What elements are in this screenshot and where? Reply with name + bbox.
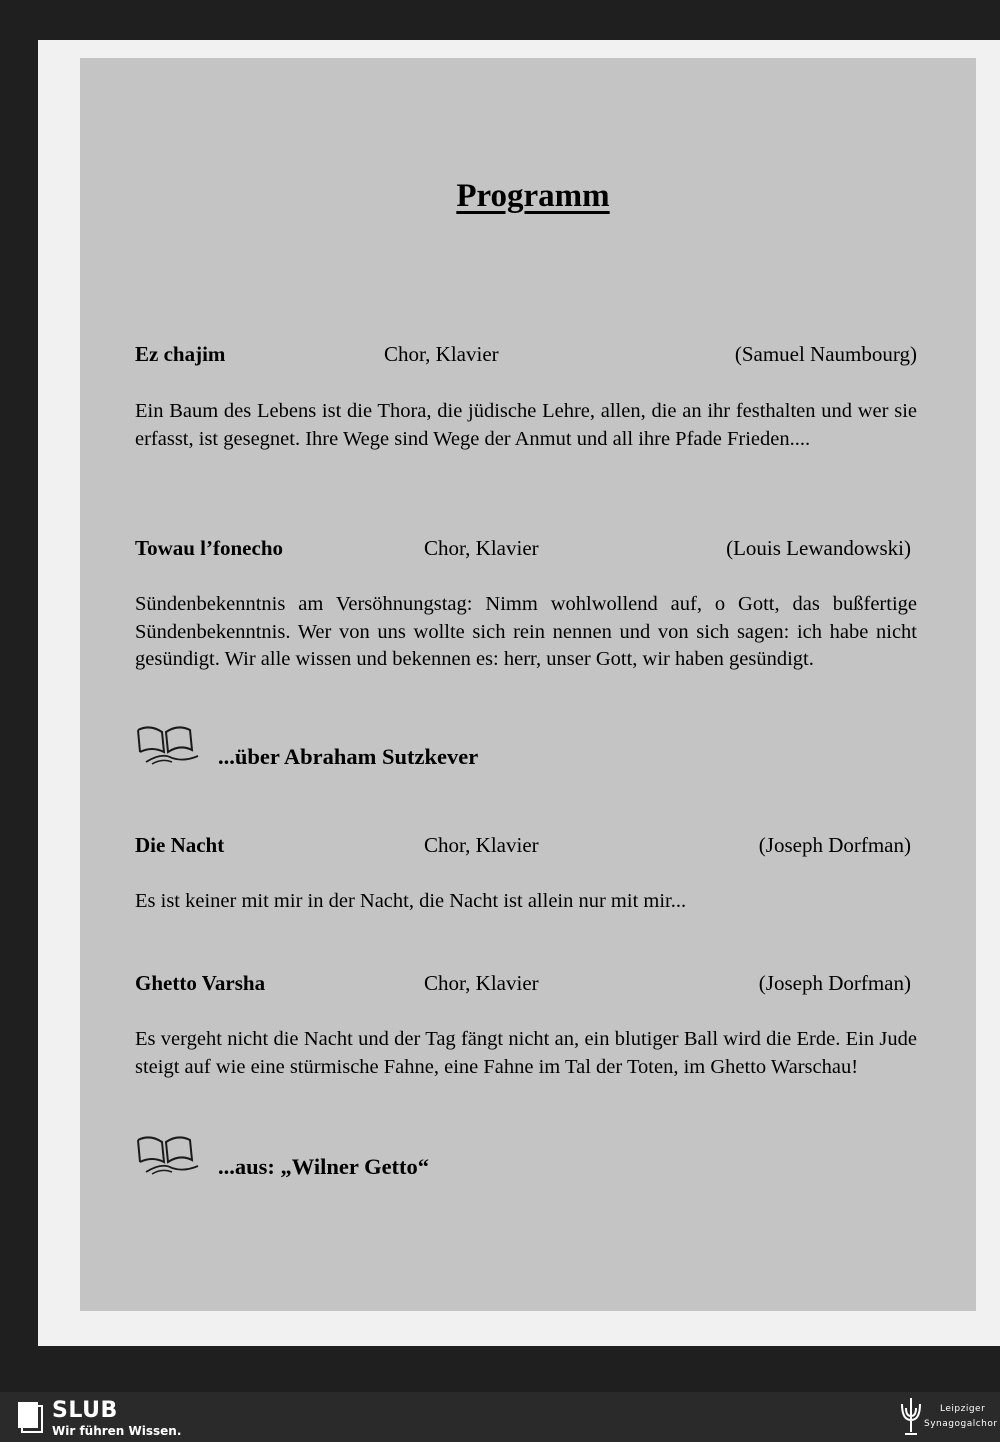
open-book-icon (132, 1132, 202, 1178)
reading-title: ...aus: „Wilner Getto“ (218, 1154, 430, 1179)
program-item-header (135, 971, 917, 1001)
piece-instruments: Chor, Klavier (384, 342, 499, 366)
piece-instruments: Chor, Klavier (424, 971, 539, 995)
program-item-header (135, 536, 917, 566)
program-item-header (135, 833, 917, 863)
open-book-icon (132, 722, 202, 768)
piece-title: Towau l’fonecho (135, 536, 283, 560)
piece-description: Sündenbekenntnis am Versöhnungstag: Nimm wohlwollend auf, o Gott, das bußfertige Sündenbekenntnis. Wer von uns wollte sich rein nennen und von sich sagen: ich habe nicht gesündigt. Wir alle wissen und bekennen es: herr, unser Gott, wir haben gesündigt. (135, 593, 917, 670)
piece-description: Ein Baum des Lebens ist die Thora, die jüdische Lehre, allen, die an ihr festhalten und wer sie erfasst, ist gesegnet. Ihre Wege sind Wege der Anmut und all ihre Pfade Frieden.... (135, 400, 917, 450)
piece-composer: (Joseph Dorfman) (758, 833, 911, 857)
piece-title: Ghetto Varsha (135, 971, 266, 995)
piece-composer: (Samuel Naumbourg) (734, 342, 917, 366)
choir-name-line2: Synagogalchor (924, 1419, 998, 1429)
piece-composer: (Louis Lewandowski) (726, 536, 911, 560)
library-slogan: Wir führen Wissen. (52, 1424, 182, 1438)
piece-description: Es vergeht nicht die Nacht und der Tag fängt nicht an, ein blutiger Ball wird die Erde. Ein Jude steigt auf wie eine stürmische Fahne, eine Fahne im Tal der Toten, im Ghetto Warschau! (135, 1028, 917, 1078)
library-name[interactable]: SLUB (52, 1398, 118, 1423)
page-title: Programm (456, 178, 610, 214)
piece-title: Ez chajim (135, 342, 226, 366)
document-page (80, 58, 976, 1311)
piece-title: Die Nacht (135, 833, 225, 857)
reading-note (132, 1132, 632, 1182)
reading-note (132, 722, 632, 772)
viewer-footer (0, 1392, 1000, 1442)
piece-instruments: Chor, Klavier (424, 536, 539, 560)
piece-description: Es ist keiner mit mir in der Nacht, die Nacht ist allein nur mit mir... (135, 890, 687, 912)
program-item-header (135, 342, 917, 372)
reading-title: ...über Abraham Sutzkever (218, 744, 479, 769)
menorah-icon (896, 1394, 926, 1438)
piece-instruments: Chor, Klavier (424, 833, 539, 857)
slub-book-icon (14, 1400, 44, 1434)
choir-name-line1: Leipziger (940, 1404, 986, 1414)
piece-composer: (Joseph Dorfman) (758, 971, 911, 995)
